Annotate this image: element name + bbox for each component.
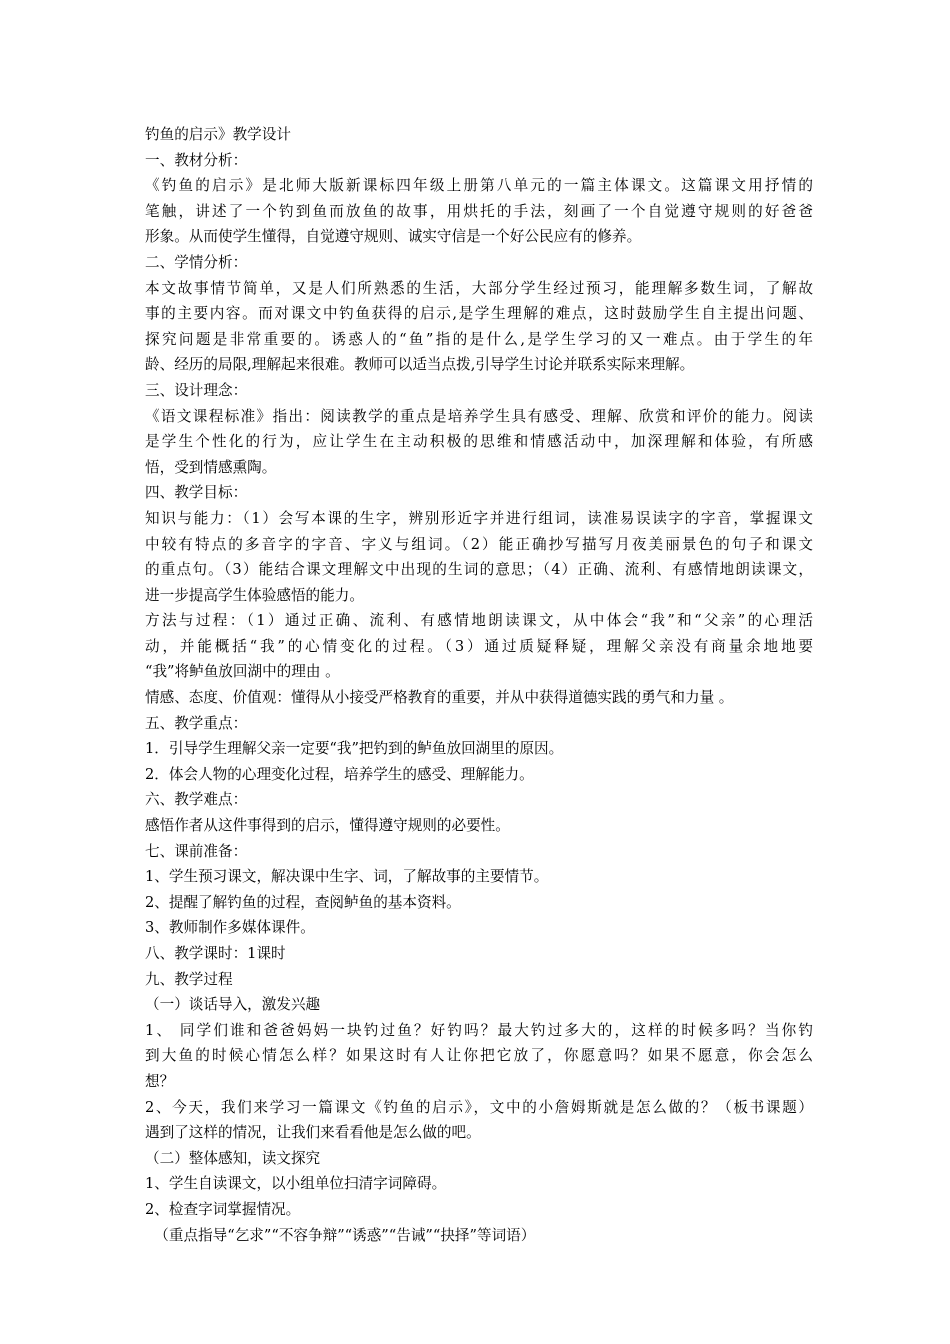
text-line: 1、 同学们谁和爸爸妈妈一块钓过鱼？好钓吗？最大钓过多大的，这样的时候多吗？当你钓 <box>145 1021 813 1039</box>
text-line: 到大鱼的时候心情怎么样？如果这时有人让你把它放了，你愿意吗？如果不愿意，你会怎么 <box>145 1047 813 1065</box>
text-line: 的重点句。（3）能结合课文理解文中出现的生词的意思；（4）正确、流利、有感情地朗读课文， <box>145 561 813 579</box>
text-line: 2、今天，我们来学习一篇课文《钓鱼的启示》，文中的小詹姆斯就是怎么做的？（板书课题） <box>145 1098 813 1116</box>
text-line: 八、教学课时：1课时 <box>145 945 286 962</box>
text-line: 2、提醒了解钓鱼的过程，查阅鲈鱼的基本资料。 <box>145 893 461 911</box>
text-line: 2、检查字词掌握情况。 <box>145 1200 301 1218</box>
text-line: 情感、态度、价值观：懂得从小接受严格教育的重要，并从中获得道德实践的勇气和力量 。 <box>145 689 734 707</box>
text-line: 五、教学重点： <box>145 714 248 732</box>
text-line: 事的主要内容。而对课文中钓鱼获得的启示,是学生理解的难点，这时鼓励学生自主提出问题、 <box>145 305 813 323</box>
text-line: 感悟作者从这件事得到的启示，懂得遵守规则的必要性。 <box>145 817 510 835</box>
text-line: 悟，受到情感熏陶。 <box>145 458 277 476</box>
text-line: 形象。从而使学生懂得，自觉遵守规则、诚实守信是一个好公民应有的修养。 <box>145 228 642 246</box>
text-line: “我”将鲈鱼放回湖中的理由 。 <box>145 663 340 681</box>
text-line: 三、设计理念： <box>145 381 248 399</box>
text-line: 《钓鱼的启示》是北师大版新课标四年级上册第八单元的一篇主体课文。这篇课文用抒情的 <box>145 177 813 195</box>
text-line: 1、学生预习课文，解决课中生字、词，了解故事的主要情节。 <box>145 868 549 886</box>
text-line: 1．引导学生理解父亲一定要“我”把钓到的鲈鱼放回湖里的原因。 <box>145 740 564 758</box>
document-title: 钓鱼的启示》教学设计 <box>145 126 291 143</box>
text-line: 七、课前准备： <box>145 842 248 860</box>
text-line: 3、教师制作多媒体课件。 <box>145 919 315 937</box>
text-line: 1、学生自读课文，以小组单位扫清字词障碍。 <box>145 1175 447 1193</box>
text-line: 笔触，讲述了一个钓到鱼而放鱼的故事，用烘托的手法，刻画了一个自觉遵守规则的好爸爸 <box>145 202 813 220</box>
text-line: 中较有特点的多音字的字音、字义与组词。（2）能正确抄写描写月夜美丽景色的句子和课文 <box>145 535 813 553</box>
document-body <box>145 122 813 1248</box>
text-line: （重点指导“乞求”“不容争辩”“诱惑”“告诫”“抉择”等词语） <box>145 1226 536 1244</box>
text-line: 动，并能概括“我”的心情变化的过程。（3）通过质疑释疑，理解父亲没有商量余地地要 <box>145 637 813 655</box>
text-line: 探究问题是非常重要的。诱惑人的“鱼”指的是什么,是学生学习的又一难点。由于学生的年 <box>145 330 813 348</box>
text-line: 四、教学目标： <box>145 484 248 502</box>
text-line: （一）谈话导入，激发兴趣 <box>145 996 321 1014</box>
text-line: 遇到了这样的情况，让我们来看看他是怎么做的吧。 <box>145 1124 481 1142</box>
text-line: 九、教学过程 <box>145 970 233 988</box>
text-line: 六、教学难点： <box>145 791 248 809</box>
text-line: 知识与能力：（1）会写本课的生字，辨别形近字并进行组词，读准易误读字的字音，掌握课文 <box>145 509 813 527</box>
text-line: 一、教材分析： <box>145 151 248 169</box>
text-line: 《语文课程标准》指出：阅读教学的重点是培养学生具有感受、理解、欣赏和评价的能力。阅读 <box>145 407 813 425</box>
text-line: 是学生个性化的行为，应让学生在主动积极的思维和情感活动中，加深理解和体验，有所感 <box>145 433 813 451</box>
text-line: 龄、经历的局限,理解起来很难。教师可以适当点拨,引导学生讨论并联系实际来理解。 <box>145 356 695 374</box>
text-line: 本文故事情节简单，又是人们所熟悉的生活，大部分学生经过预习，能理解多数生词，了解故 <box>145 279 813 297</box>
text-line: 进一步提高学生体验感悟的能力。 <box>145 586 364 604</box>
text-line: 二、学情分析： <box>145 253 248 271</box>
text-line: 想？ <box>145 1072 175 1090</box>
text-line: 2．体会人物的心理变化过程，培养学生的感受、理解能力。 <box>145 765 534 783</box>
text-line: （二）整体感知，读文探究 <box>145 1149 321 1167</box>
text-line: 方法与过程：（1）通过正确、流利、有感情地朗读课文，从中体会“我”和“父亲”的心理活 <box>145 612 813 630</box>
